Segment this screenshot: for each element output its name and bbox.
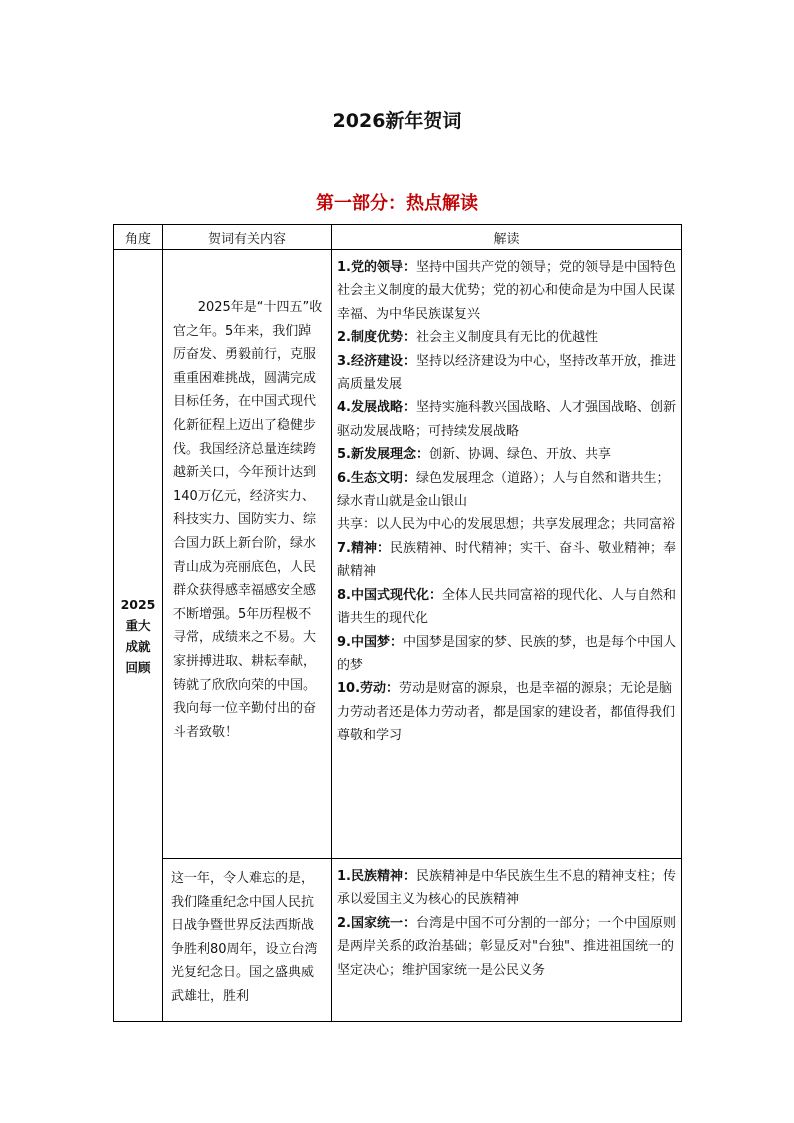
interpretation-item: 9.中国梦：中国梦是国家的梦、民族的梦，也是每个中国人的梦 [337, 634, 676, 673]
interpretation-item: 1.党的领导：坚持中国共产党的领导；党的领导是中国特色社会主义制度的最大优势；党的初心和使命是为中国人民谋幸福、为中华民族谋复兴 [337, 260, 676, 322]
interpretation-item: 3.经济建设：坚持以经济建设为中心，坚持改革开放，推进高质量发展 [337, 353, 676, 393]
table-header-row [114, 225, 682, 250]
interpretation-item: 4.发展战略：坚持实施科教兴国战略、人才强国战略、创新驱动发展战略；可持续发展战略 [337, 400, 676, 439]
document-title: 2026新年贺词 [332, 110, 462, 132]
header-interpretation: 解读 [332, 225, 682, 250]
header-angle: 角度 [114, 225, 163, 250]
angle-cell [114, 250, 163, 1022]
angle-line: 回顾 [125, 659, 151, 675]
section-title: 第一部分：热点解读 [316, 193, 478, 214]
hotspot-table [113, 224, 682, 1022]
angle-line: 2025 [120, 596, 156, 612]
speech-content-cell: 2025年是“十四五”收官之年。5年来，我们踔厉奋发、勇毅前行，克服重重困难挑战，圆满完成目标任务，在中国式现代化新征程上迈出了稳健步伐。我国经济总量连续跨越新关口，今年预计达到140万亿元，经济实力、科技实力、国防实力、综合国力跃上新台阶，绿水青山成为亮丽底色，人民群众获得感幸福感安全感不断增强。5年历程极不寻常，成绩来之不易。大家拼搏进取、耕耘奉献，铸就了欣欣向荣的中国。我向每一位辛勤付出的奋斗者致敬！ [163, 250, 332, 859]
interpretation-cell [332, 859, 682, 1022]
interpretation-item: 1.民族精神：民族精神是中华民族生生不息的精神支柱；传承以爱国主义为核心的民族精神 [337, 869, 676, 908]
table-row [114, 859, 682, 1022]
angle-line: 重大 [125, 617, 151, 633]
interpretation-item: 7.精神：民族精神、时代精神；实干、奋斗、敬业精神；奉献精神 [337, 540, 676, 580]
interpretation-item: 5.新发展理念：创新、协调、绿色、开放、共享 [337, 447, 611, 463]
header-content: 贺词有关内容 [163, 225, 332, 250]
table-row [114, 250, 682, 859]
interpretation-cell [332, 250, 682, 859]
interpretation-item: 10.劳动：劳动是财富的源泉，也是幸福的源泉；无论是脑力劳动者还是体力劳动者，都是国家的建设者，都值得我们尊敬和学习 [337, 681, 676, 744]
interpretation-item: 8.中国式现代化：全体人民共同富裕的现代化、人与自然和谐共生的现代化 [337, 587, 676, 627]
interpretation-item: 共享：以人民为中心的发展思想；共享发展理念；共同富裕 [337, 517, 676, 533]
angle-line: 成就 [125, 638, 151, 654]
interpretation-item: 2.国家统一：台湾是中国不可分割的一部分；一个中国原则是两岸关系的政治基础；彰显反对"台独"、推进祖国统一的坚定决心；维护国家统一是公民义务 [337, 915, 676, 978]
speech-content-cell: 这一年，令人难忘的是，我们隆重纪念中国人民抗日战争暨世界反法西斯战争胜利80周年，设立台湾光复纪念日。国之盛典威武雄壮，胜利 [163, 859, 332, 1022]
interpretation-item: 6.生态文明：绿色发展理念（道路）；人与自然和谐共生；绿水青山就是金山银山 [337, 470, 670, 510]
interpretation-item: 2.制度优势：社会主义制度具有无比的优越性 [337, 330, 598, 346]
